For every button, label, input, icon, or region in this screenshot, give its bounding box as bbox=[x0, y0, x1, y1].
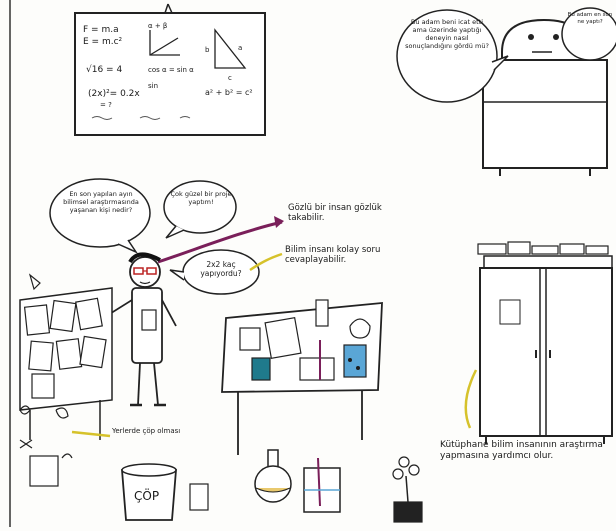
thought-note: Bilim insanı kolay soru cevaplayabilir. bbox=[285, 245, 381, 265]
blackboard bbox=[75, 4, 265, 135]
board-formula: sin bbox=[148, 82, 159, 90]
library-yellow-arrow bbox=[466, 370, 476, 428]
board-formula: F = m.a bbox=[83, 25, 119, 35]
researcher-math-text: 2x2 kaç yapıyordu? bbox=[200, 260, 242, 278]
glasses-note: Gözlü bir insan gözlük takabilir. bbox=[288, 203, 382, 223]
board-formula: E = m.c² bbox=[83, 37, 123, 47]
board-formula: (2x)²= 0.2x bbox=[88, 89, 140, 99]
trash-note: Yerlerde çöp olması bbox=[112, 427, 181, 435]
researcher-hand-bubble bbox=[164, 181, 236, 238]
board-formula: √16 = 4 bbox=[86, 65, 123, 75]
trash-bin bbox=[122, 464, 176, 520]
trash-yellow-arrow bbox=[72, 432, 110, 436]
lab-table bbox=[222, 300, 382, 455]
researcher-hand-text: Çok güzel bir proje yaptım! bbox=[170, 190, 232, 206]
board-formula: c bbox=[228, 74, 232, 82]
board-formula: = ? bbox=[100, 101, 112, 109]
board-formula: cos α = sin α bbox=[148, 66, 194, 74]
board-formula: a bbox=[238, 44, 243, 52]
trash-bin-label: ÇÖP bbox=[134, 489, 160, 503]
floor-paper bbox=[190, 484, 208, 510]
robot-side-text: Bu adam en son ne yaptı? bbox=[567, 12, 613, 25]
board-formula: a² + b² = c² bbox=[205, 88, 253, 97]
board-formula: α + β bbox=[148, 22, 168, 30]
library-note: Kütüphane bilim insanının araştırma yapmasına yardımcı olur. bbox=[440, 440, 603, 461]
beaker bbox=[304, 458, 340, 512]
round-flask bbox=[255, 450, 291, 502]
researcher-topic-text: En son yapılan ayın bilimsel araştırmasında yaşanan kişi nedir? bbox=[63, 190, 139, 214]
researcher-topic-bubble bbox=[50, 179, 150, 252]
robot-speech-text: Bu adam beni icat etti ama üzerinde yaptığı deneyin nasıl sonuçlandığını gördü mü? bbox=[405, 18, 489, 50]
researcher-math-bubble bbox=[170, 250, 259, 294]
purple-arrowhead bbox=[274, 216, 284, 228]
flower-pot bbox=[393, 457, 422, 522]
board-formula: b bbox=[205, 46, 210, 54]
bookshelf bbox=[478, 242, 612, 444]
robot-side-bubble bbox=[562, 8, 616, 60]
